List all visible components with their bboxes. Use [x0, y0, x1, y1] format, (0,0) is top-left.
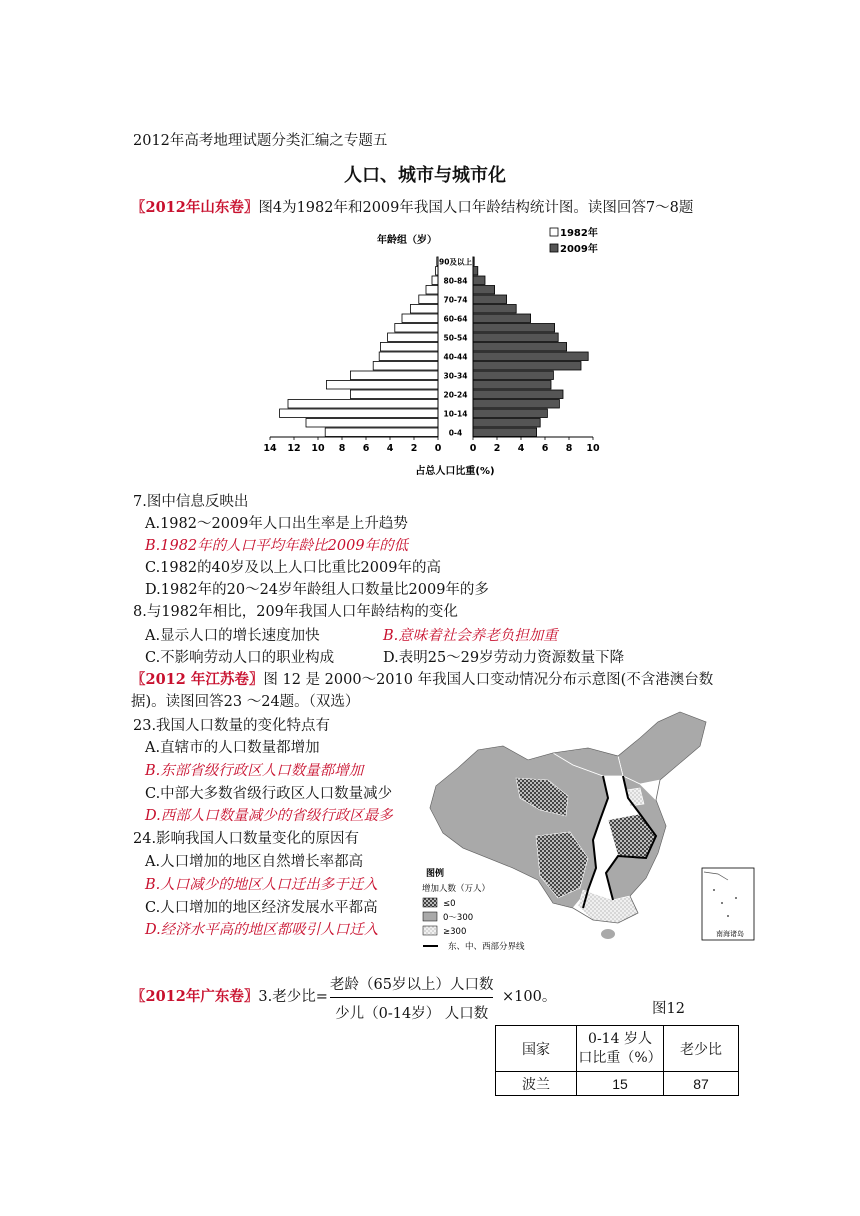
legend-swatch-1982 — [550, 228, 558, 236]
q8-option-c: C.不影响劳动人口的职业构成 — [145, 650, 335, 666]
bar-2009-50-54 — [473, 333, 558, 342]
x-tick-label-right: 10 — [586, 443, 600, 454]
bar-2009-25-29 — [473, 381, 551, 390]
q23-option-c: C.中部大多数省级行政区人口数量减少 — [145, 786, 393, 802]
data-table — [495, 1025, 739, 1096]
bar-2009-45-49 — [473, 343, 567, 352]
x-tick-label-left: 4 — [386, 443, 394, 454]
y-axis-label: 年龄组（岁） — [377, 235, 437, 246]
x-tick-label-right: 0 — [469, 443, 477, 454]
bar-2009-35-39 — [473, 362, 581, 371]
q23-option-d: D.西部人口数量减少的省级行政区最多 — [145, 808, 393, 824]
q8-option-b: B.意味着社会养老负担加重 — [383, 628, 558, 644]
map-region-northeast — [618, 712, 706, 784]
bar-2009-70-74 — [473, 295, 507, 304]
bar-1982-55-59 — [395, 324, 438, 333]
x-tick-label-left: 6 — [362, 443, 370, 454]
legend-label-boundary: 东、中、西部分界线 — [448, 942, 525, 952]
legend-label-increase: ≥300 — [443, 927, 467, 937]
bar-1982-75-79 — [426, 286, 438, 295]
q8-option-a: A.显示人口的增长速度加快 — [145, 628, 320, 644]
bar-2009-75-79 — [473, 286, 495, 295]
q23-stem: 23.我国人口数量的变化特点有 — [133, 718, 331, 734]
bar-2009-80-84 — [473, 276, 485, 285]
q7-option-a: A.1982～2009年人口出生率是上升趋势 — [145, 516, 408, 532]
bar-2009-85-89 — [473, 267, 478, 276]
table-header-ratio: 老少比 — [664, 1026, 739, 1072]
legend-swatch-decrease — [423, 898, 437, 907]
bar-2009-15-19 — [473, 400, 559, 409]
bar-1982-5-9 — [306, 419, 438, 428]
x-tick-label-left: 10 — [311, 443, 325, 454]
guangdong-prefix — [131, 987, 328, 1007]
q7-option-b: B.1982年的人口平均年龄比2009年的低 — [145, 538, 409, 554]
q24-option-c: C.人口增加的地区经济发展水平都高 — [145, 900, 378, 916]
table-row — [496, 1072, 739, 1096]
bar-2009-0-4 — [473, 428, 537, 437]
bar-1982-15-19 — [288, 400, 438, 409]
shandong-intro — [131, 198, 693, 218]
table-cell: 15 — [577, 1072, 664, 1096]
bar-2009-30-34 — [473, 371, 553, 380]
jiangsu-intro-line1 — [131, 670, 713, 690]
map-legend-title: 图例 — [426, 869, 445, 879]
table-cell: 波兰 — [496, 1072, 577, 1096]
legend-swatch-moderate — [423, 912, 437, 921]
bar-2009-65-69 — [473, 305, 516, 314]
y-tick-label: 80-84 — [443, 276, 468, 286]
legend-swatch-2009 — [550, 244, 558, 252]
bar-1982-25-29 — [326, 381, 438, 390]
y-tick-label: 10-14 — [443, 409, 468, 419]
map-region-hainan — [601, 929, 615, 939]
exam-tag: 〖2012年广东卷〗 — [131, 988, 259, 1005]
x-tick-label-right: 6 — [541, 443, 549, 454]
q24-stem: 24.影响我国人口数量变化的原因有 — [133, 831, 360, 847]
header-line: 口比重（%） — [578, 1049, 662, 1066]
bar-1982-50-54 — [388, 333, 438, 342]
x-tick-label-right: 4 — [517, 443, 525, 454]
x-tick-label-right: 2 — [493, 443, 501, 454]
bar-2009-5-9 — [473, 419, 540, 428]
inset-island — [713, 889, 715, 891]
x-tick-label-left: 12 — [287, 443, 301, 454]
bar-1982-70-74 — [419, 295, 438, 304]
bar-1982-40-44 — [379, 352, 438, 361]
q24-option-b: B.人口减少的地区人口迁出多于迁入 — [145, 877, 378, 893]
china-population-map — [418, 708, 763, 953]
q8-option-d: D.表明25～29岁劳动力资源数量下降 — [383, 650, 625, 666]
bar-2009-60-64 — [473, 314, 531, 323]
legend-swatch-increase — [423, 926, 437, 935]
x-tick-label-left: 14 — [263, 443, 277, 454]
page-title: 人口、城市与城市化 — [344, 165, 506, 186]
x-tick-label-left: 2 — [410, 443, 418, 454]
q7-option-d: D.1982年的20～24岁年龄组人口数量比2009年的多 — [145, 582, 489, 598]
table-cell: 87 — [664, 1072, 739, 1096]
table-header-country: 国家 — [496, 1026, 577, 1072]
exam-tag: 〖2012年山东卷〗 — [131, 199, 259, 216]
q24-option-d: D.经济水平高的地区都吸引人口迁入 — [145, 922, 379, 938]
map-legend-subtitle: 增加人数（万人） — [422, 884, 491, 894]
table-header-youth-share — [577, 1026, 664, 1072]
bar-2009-40-44 — [473, 352, 588, 361]
y-tick-label: 70-74 — [443, 295, 468, 305]
q7-option-c: C.1982的40岁及以上人口比重比2009年的高 — [145, 560, 441, 576]
x-axis-label: 占总人口比重(%) — [415, 466, 495, 477]
bar-1982-60-64 — [402, 314, 438, 323]
intro-text: 图4为1982年和2009年我国人口年龄结构统计图。读图回答7～8题 — [258, 200, 694, 216]
q7-stem: 7.图中信息反映出 — [133, 494, 249, 510]
bar-1982-45-49 — [380, 343, 438, 352]
q23-option-b: B.东部省级行政区人口数量都增加 — [145, 763, 364, 779]
bar-1982-0-4 — [325, 428, 438, 437]
legend-label-moderate: 0～300 — [443, 913, 474, 923]
legend — [550, 226, 598, 255]
bar-2009-55-59 — [473, 324, 555, 333]
formula-numerator: 老龄（65岁以上）人口数 — [330, 975, 493, 998]
bar-1982-65-69 — [410, 305, 438, 314]
y-tick-label: 0-4 — [448, 428, 463, 438]
legend-label-2009: 2009年 — [560, 244, 598, 255]
inset-island — [735, 897, 737, 899]
bar-1982-20-24 — [350, 390, 438, 399]
y-tick-label: 40-44 — [443, 352, 468, 362]
formula-denominator: 少儿（0-14岁） 人口数 — [335, 1006, 489, 1022]
inset-label: 南海诸岛 — [716, 930, 744, 938]
series-title: 2012年高考地理试题分类汇编之专题五 — [133, 133, 388, 149]
bar-1982-80-84 — [432, 276, 438, 285]
bar-2009-20-24 — [473, 390, 563, 399]
bar-1982-10-14 — [280, 409, 438, 418]
inset-island — [721, 902, 723, 904]
x-tick-label-left: 8 — [338, 443, 346, 454]
y-tick-label: 90及以上 — [439, 257, 472, 267]
q24-option-a: A.人口增加的地区自然增长率都高 — [145, 854, 364, 870]
legend-label-1982: 1982年 — [560, 228, 598, 239]
y-tick-label: 60-64 — [443, 314, 468, 324]
y-tick-label: 30-34 — [443, 371, 468, 381]
intro-text: 图 12 是 2000～2010 年我国人口变动情况分布示意图(不含港澳台数 — [263, 672, 714, 688]
x-tick-label-right: 8 — [565, 443, 573, 454]
table-header-row — [496, 1026, 739, 1072]
y-tick-label: 50-54 — [443, 333, 468, 343]
y-tick-label: 20-24 — [443, 390, 468, 400]
bar-1982-30-34 — [350, 371, 438, 380]
legend-label-decrease: ≤0 — [443, 899, 456, 909]
formula-fraction — [330, 975, 493, 1024]
jiangsu-intro-line2: 据)。读图回答23 ～24题。（双选） — [131, 694, 360, 710]
map-caption: 图12 — [652, 1001, 685, 1017]
formula-prefix: 3.老少比= — [258, 989, 328, 1005]
inset-island — [727, 915, 729, 917]
q23-option-a: A.直辖市的人口数量都增加 — [145, 740, 320, 756]
header-line: 0-14 岁人 — [588, 1030, 652, 1047]
population-pyramid-chart — [255, 223, 615, 481]
x-tick-label-left: 0 — [434, 443, 442, 454]
bar-2009-10-14 — [473, 409, 547, 418]
bar-1982-35-39 — [373, 362, 438, 371]
exam-tag: 〖2012 年江苏卷〗 — [131, 671, 264, 688]
q8-stem: 8.与1982年相比，209年我国人口年龄结构的变化 — [133, 604, 458, 620]
formula-suffix: ×100。 — [502, 989, 557, 1005]
